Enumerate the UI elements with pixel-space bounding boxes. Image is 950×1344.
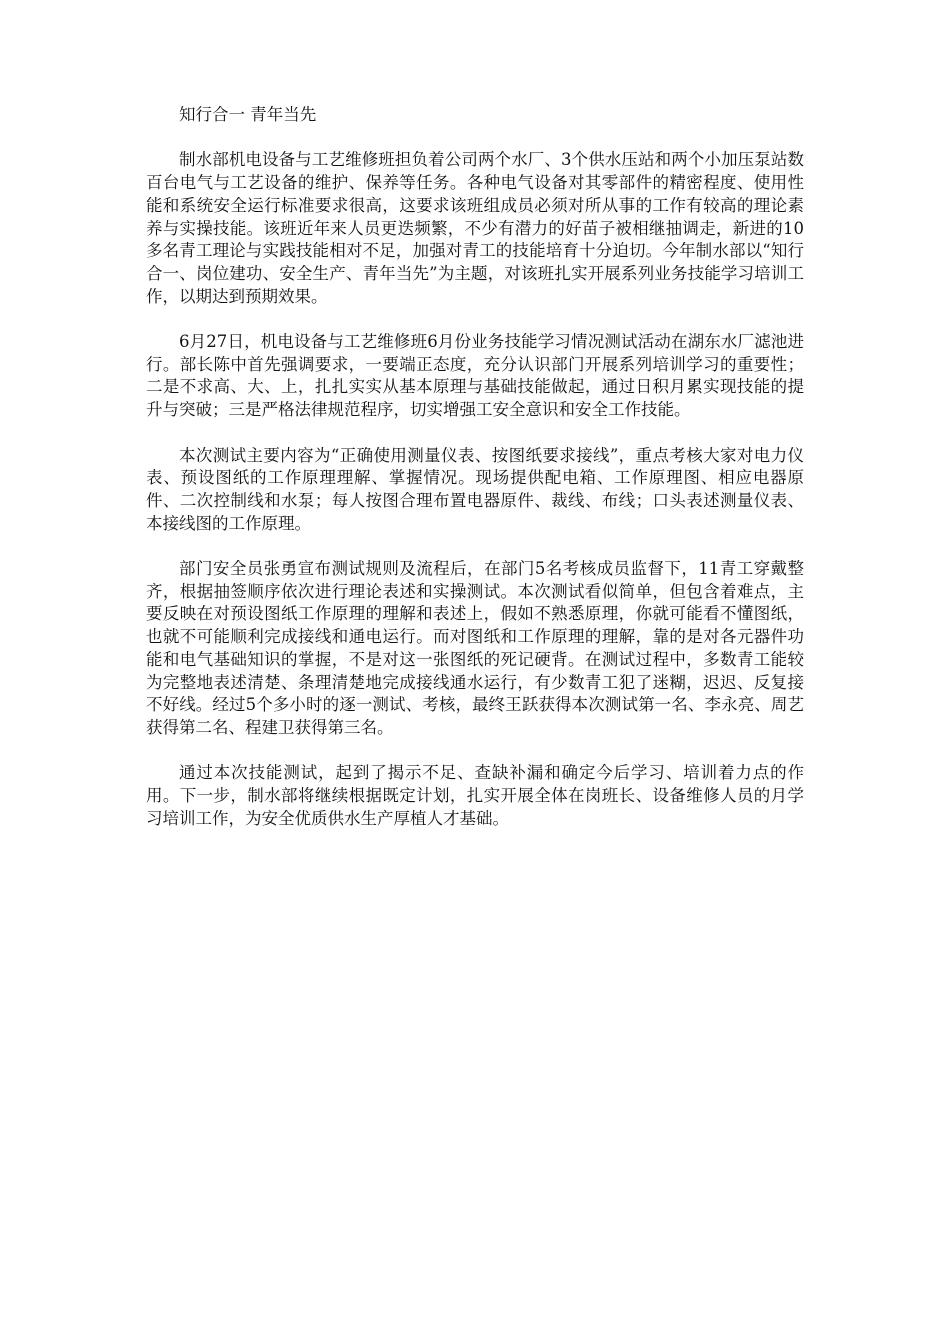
paragraph-test-content: 本次测试主要内容为“正确使用测量仪表、按图纸要求接线”，重点考核大家对电力仪表、预设图纸的工作原理理解、掌握情况。现场提供配电箱、工作原理图、相应电器原件、二次控制线和水泵；每人按图合理布置电器原件、裁线、布线；口头表述测量仪表、本接线图的工作原理。 bbox=[146, 445, 804, 533]
paragraph-intro: 制水部机电设备与工艺维修班担负着公司两个水厂、3个供水压站和两个小加压泵站数百台电气与工艺设备的维护、保养等任务。各种电气设备对其零部件的精密程度、使用性能和系统安全运行标准要求很高，这要求该班组成员必须对所从事的工作有较高的理论素养与实操技能。该班近年来人员更迭频繁，不少有潜力的好苗子被相继抽调走，新进的10多名青工理论与实践技能相对不足，加强对青工的技能培育十分迫切。今年制水部以“知行合一、岗位建功、安全生产、青年当先”为主题，对该班扎实开展系列业务技能学习培训工作，以期达到预期效果。 bbox=[146, 150, 804, 306]
paragraph-conclusion: 通过本次技能测试，起到了揭示不足、查缺补漏和确定今后学习、培训着力点的作用。下一步，制水部将继续根据既定计划，扎实开展全体在岗班长、设备维修人员的月学习培训工作，为安全优质供水生产厚植人才基础。 bbox=[146, 763, 804, 828]
paragraph-event: 6月27日，机电设备与工艺维修班6月份业务技能学习情况测试活动在湖东水厂滤池进行。部长陈中首先强调要求，一要端正态度，充分认识部门开展系列培训学习的重要性；二是不求高、大、上，扎扎实实从基本原理与基础技能做起，通过日积月累实现技能的提升与突破；三是严格法律规范程序，切实增强工安全意识和安全工作技能。 bbox=[146, 332, 804, 420]
article-title: 知行合一 青年当先 bbox=[179, 105, 317, 124]
paragraph-test-process: 部门安全员张勇宣布测试规则及流程后，在部门5名考核成员监督下，11青工穿戴整齐，根据抽签顺序依次进行理论表述和实操测试。本次测试看似简单，但包含着难点，主要反映在对预设图纸工作原理的理解和表述上，假如不熟悉原理，你就可能看不懂图纸，也就不可能顺利完成接线和通电运行。而对图纸和工作原理的理解，靠的是对各元器件功能和电气基础知识的掌握，不是对这一张图纸的死记硬背。在测试过程中，多数青工能较为完整地表述清楚、条理清楚地完成接线通水运行，有少数青工犯了迷糊，迟迟、反复接不好线。经过5个多小时的逐一测试、考核，最终王跃获得本次测试第一名、李永亮、周艺获得第二名、程建卫获得第三名。 bbox=[146, 559, 804, 737]
article-body bbox=[146, 104, 804, 853]
